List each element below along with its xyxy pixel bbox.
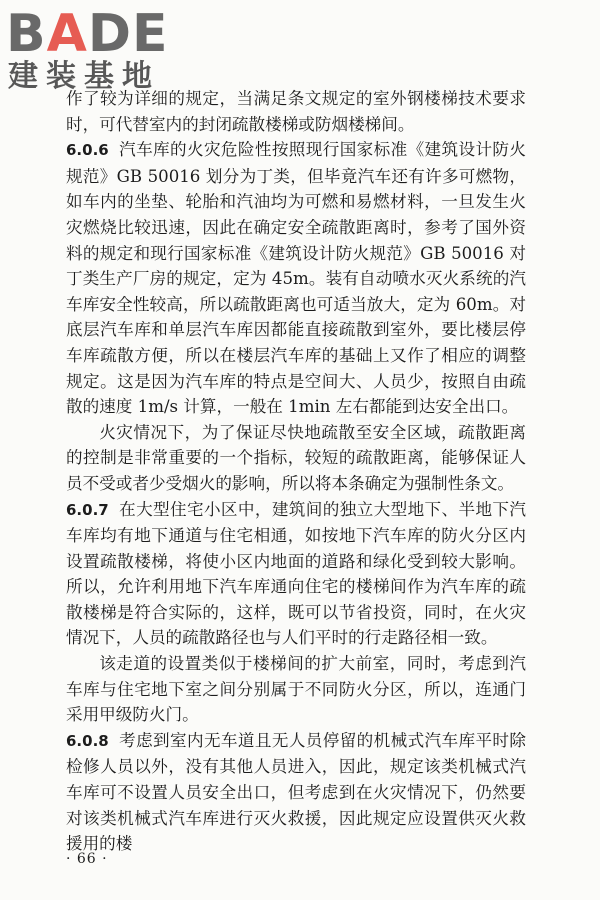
clause-number: 6.0.8: [66, 731, 109, 750]
clause-number: 6.0.6: [66, 141, 109, 160]
logo-wordmark: BADE: [6, 4, 169, 64]
paragraph-continuation: 作了较为详细的规定，当满足条文规定的室外钢楼梯技术要求时，可代替室内的封闭疏散楼梯或防烟楼梯间。: [66, 89, 526, 134]
clause-number: 6.0.7: [66, 500, 109, 519]
clause-6-0-6: 6.0.6 汽车库的火灾危险性按照现行国家标准《建筑设计防火规范》GB 50016 划分为丁类，但毕竟汽车还有许多可燃物，如车内的坐垫、轮胎和汽油均为可燃和易燃材料，一旦发生火灾燃烧比较迅速，因此在确定安全疏散距离时，参考了国外资料的规定和现行国家标准《建筑设计防火规范》GB 50016 对丁类生产厂房的规定，定为 45m。装有自动喷水灭火系统的汽车库安全性较高，所以疏散距离也可适当放大，定为 60m。对底层汽车库和单层汽车库因都能直接疏散到室外，要比楼层停车库疏散方便，所以在楼层汽车库的基础上又作了相应的调整规定。这是因为汽车库的特点是空间大、人员少，按照自由疏散的速度 1m/s 计算，一般在 1min 左右都能到达安全出口。: [66, 140, 526, 417]
paragraph: 火灾情况下，为了保证尽快地疏散至安全区域，疏散距离的控制是非常重要的一个指标，较短的疏散距离，能够保证人员不受或者少受烟火的影响，所以将本条确定为强制性条文。: [66, 422, 526, 493]
clause-6-0-7: 6.0.7 在大型住宅小区中，建筑间的独立大型地下、半地下汽车库均有地下通道与住宅相通，如按地下汽车库的防火分区内设置疏散楼梯，将使小区内地面的道路和绿化受到较大影响。所以，允许利用地下汽车库通向住宅的楼梯间作为汽车库的疏散楼梯是符合实际的，这样，既可以节省投资，同时，在火灾情况下，人员的疏散路径也与人们平时的行走路径相一致。: [66, 499, 526, 648]
clause-6-0-8: 6.0.8 考虑到室内无车道且无人员停留的机械式汽车库平时除检修人员以外，没有其他人员进入，因此，规定该类机械式汽车库可不设置人员安全出口，但考虑到在火灾情况下，仍然要对该类机械式汽车库进行灭火救援，因此规定应设置供灭火救援用的楼: [66, 730, 526, 854]
paragraph: 该走道的设置类似于楼梯间的扩大前室，同时，考虑到汽车库与住宅地下室之间分别属于不同防火分区，所以，连通门采用甲级防火门。: [66, 654, 526, 725]
bade-logo: [6, 6, 176, 98]
page-number: · 66 ·: [66, 851, 108, 867]
logo-subtitle: 建装基地: [8, 59, 160, 94]
document-body: [66, 86, 526, 857]
